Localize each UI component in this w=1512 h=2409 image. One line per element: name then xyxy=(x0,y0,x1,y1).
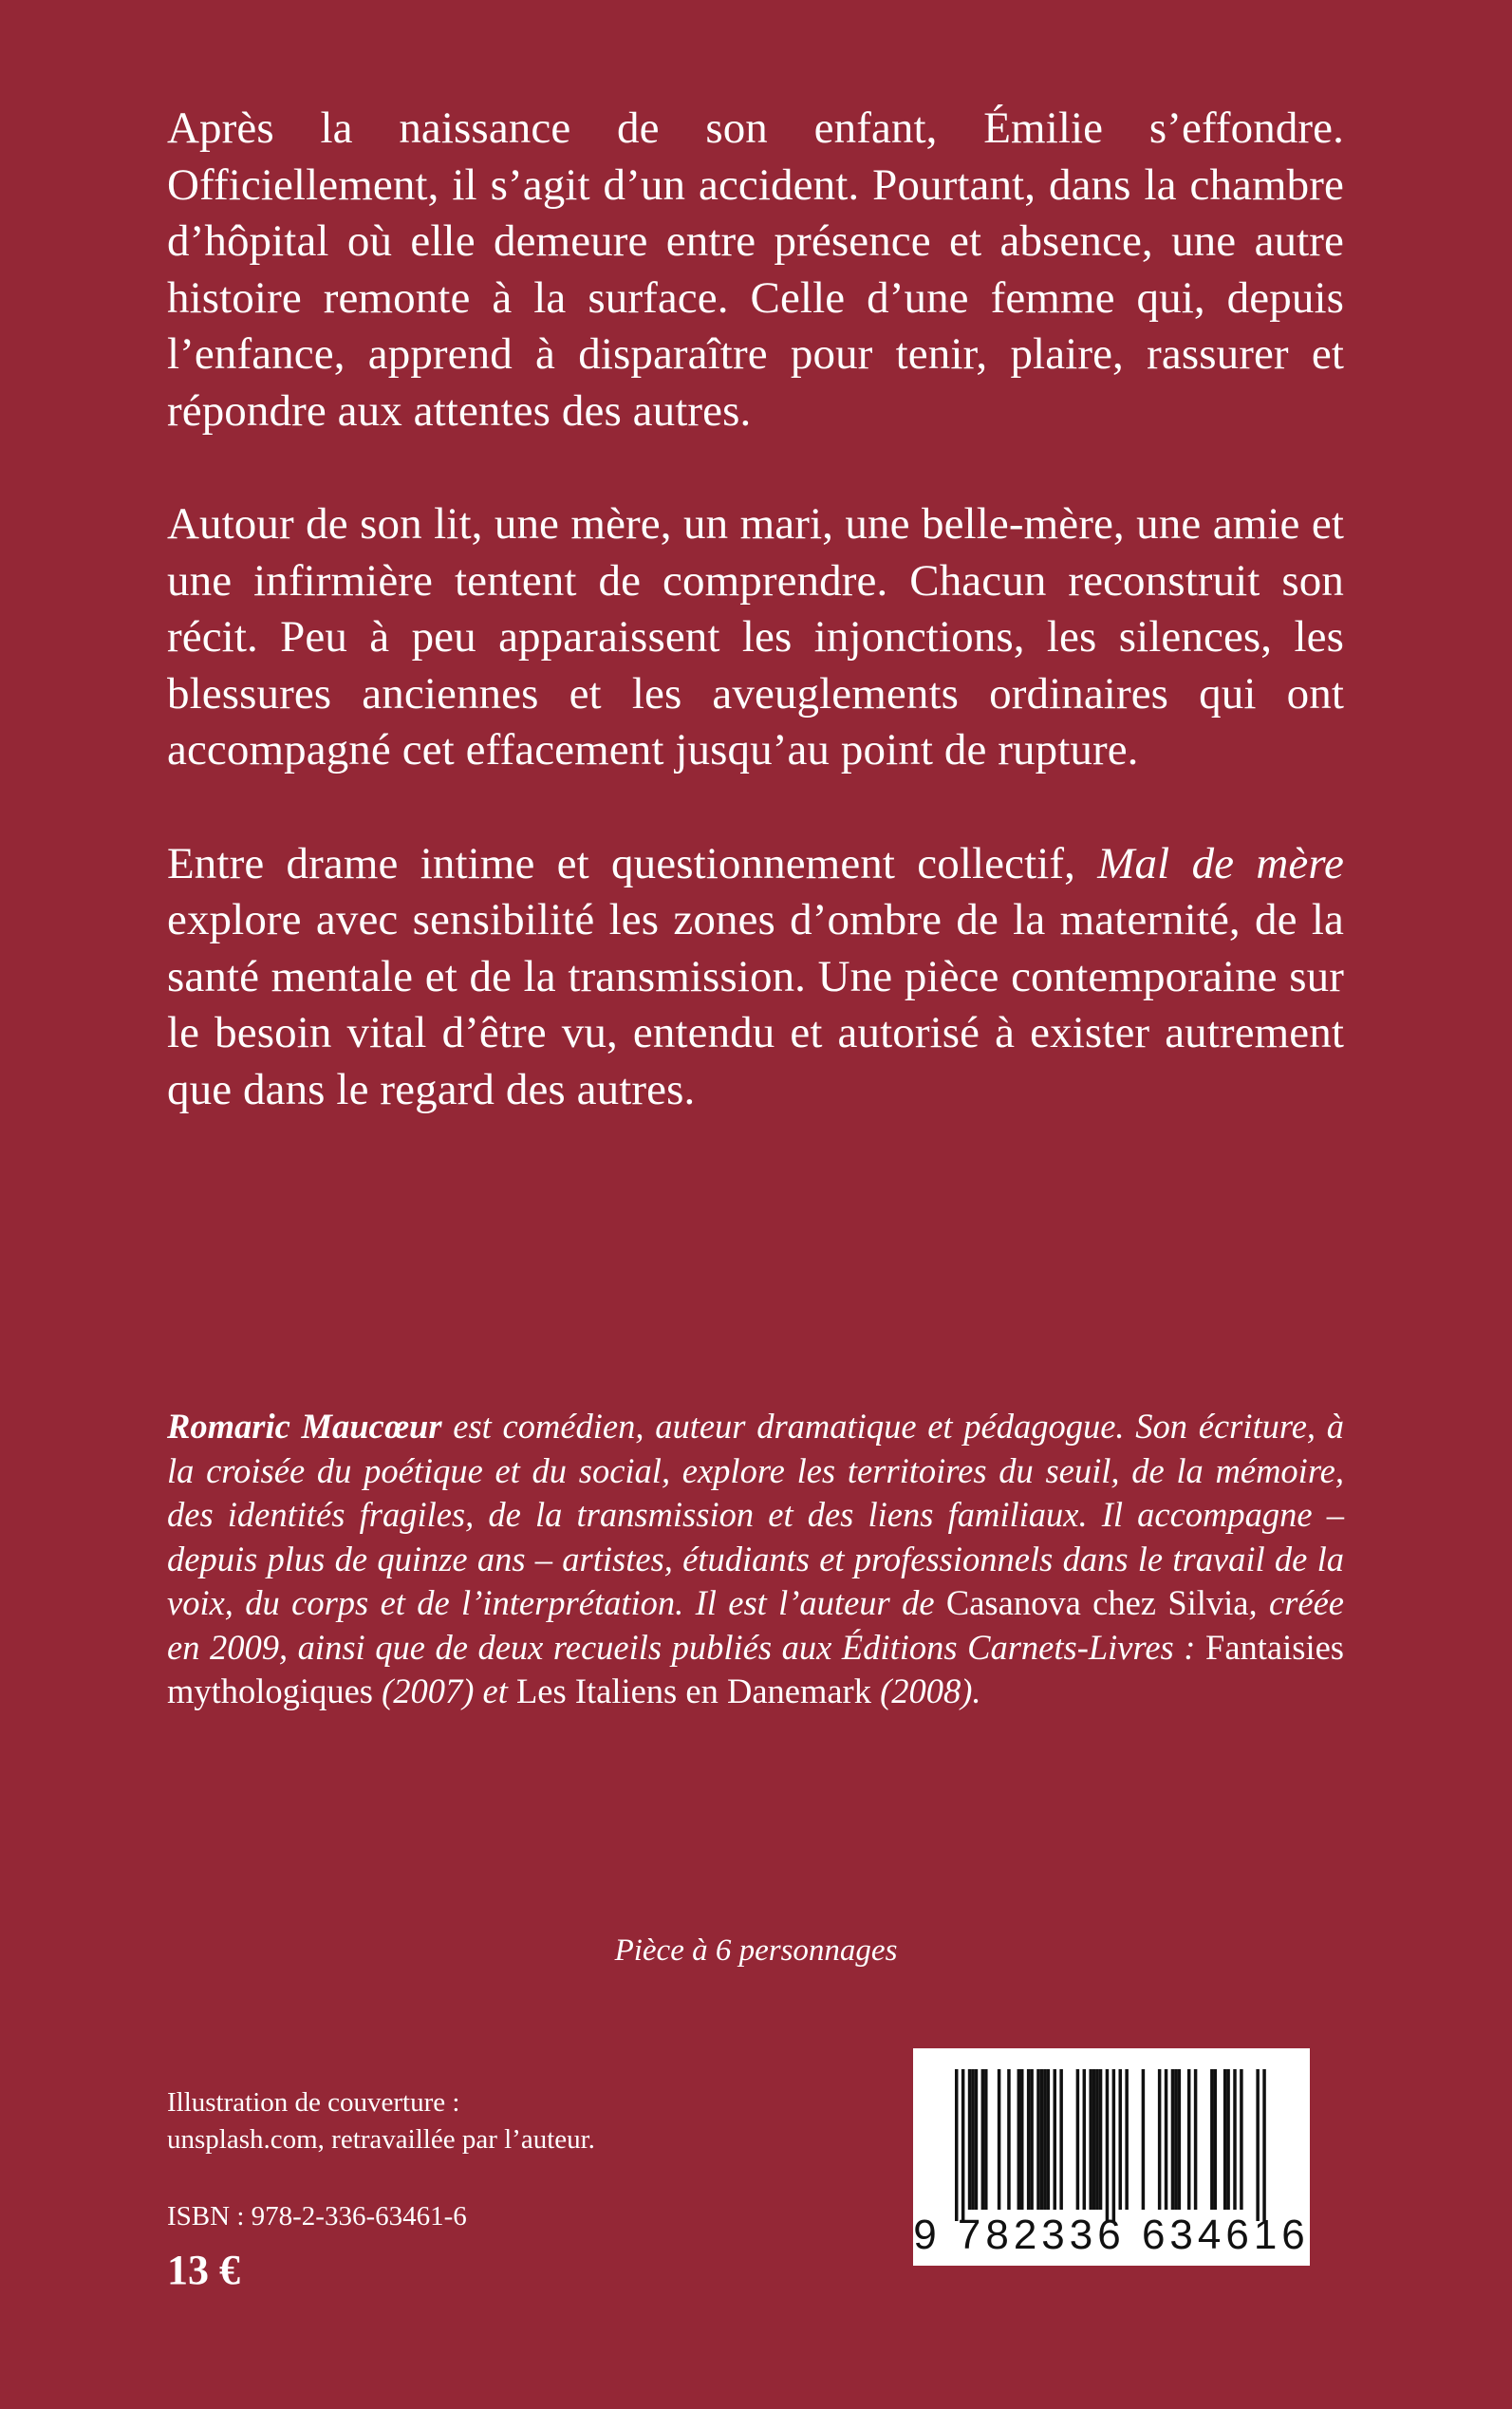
credit-line-1: Illustration de couverture : xyxy=(167,2087,460,2118)
barcode-bar xyxy=(1178,2069,1182,2210)
barcode-bar xyxy=(1187,2069,1191,2210)
barcode-bar xyxy=(1036,2069,1040,2210)
barcode-bar xyxy=(981,2069,985,2210)
barcode-bar xyxy=(1194,2069,1198,2210)
blurb-paragraph-2: Autour de son lit, une mère, un mari, une belle-mère, une amie et une infirmière tentent de comprendre. Chacun reconstruit son récit. Peu à peu apparaissent les injonctions, les silences, les blessures anciennes et les aveuglements ordinaires qui ont accompagné cet effacement jusqu’au point de rupture. xyxy=(167,499,1344,775)
barcode-bar xyxy=(1047,2069,1051,2210)
barcode-digits: 9 782336 634616 xyxy=(913,2212,1310,2258)
barcode-bar xyxy=(1020,2069,1024,2210)
barcode-bar xyxy=(1030,2069,1034,2210)
barcode-bar xyxy=(1040,2069,1044,2210)
barcode-bar xyxy=(1165,2069,1168,2210)
barcode-bar xyxy=(1174,2069,1178,2210)
bio-text-2: , créée en 2009, ainsi que de deux recueils publiés aux Éditions Carnets-Livres : xyxy=(167,1583,1344,1667)
cast-note: Pièce à 6 personnages xyxy=(614,1933,898,1968)
barcode-bar xyxy=(975,2069,979,2210)
barcode-bar xyxy=(1054,2069,1057,2210)
barcode-bar xyxy=(1095,2069,1099,2210)
barcode-bar xyxy=(968,2069,972,2210)
barcode-bar xyxy=(1076,2069,1080,2210)
book-title: Mal de mère xyxy=(1097,838,1344,888)
barcode-bar xyxy=(1125,2069,1129,2210)
barcode-bar xyxy=(1106,2069,1110,2221)
barcode-bar xyxy=(1043,2069,1047,2210)
bio-text-1: est comédien, auteur dramatique et pédagogue. Son écriture, à la croisée du poétique et du social, explore les territoires du seuil, de la mémoire, des identités fragiles, de la transmission et des liens familiaux. Il accompagne – depuis plus de quinze ans – artistes, étudiants et professionnels dans le travail de la voix, du corps et de l’interprétation. Il est l’auteur de xyxy=(167,1407,1344,1622)
barcode-bar xyxy=(1240,2069,1243,2210)
author-name: Romaric Maucœur xyxy=(167,1407,442,1446)
blurb-paragraph-3 xyxy=(167,836,1344,1119)
barcode-bar xyxy=(1233,2069,1237,2210)
work-title-2: Fantaisies mythologiques xyxy=(167,1627,1344,1710)
price: 13 € xyxy=(167,2247,240,2293)
barcode-bar xyxy=(1171,2069,1175,2210)
author-bio xyxy=(167,1405,1344,1714)
work-title-1: Casanova chez Silvia xyxy=(945,1583,1249,1622)
barcode-bar xyxy=(998,2069,1001,2210)
barcode-bar xyxy=(1007,2069,1011,2210)
barcode-bar xyxy=(1226,2069,1230,2210)
barcode-bar xyxy=(971,2069,975,2210)
barcode xyxy=(913,2048,1310,2266)
barcode-bar xyxy=(1092,2069,1096,2210)
blurb-p3-before: Entre drame intime et questionnement collectif, xyxy=(167,838,1098,888)
barcode-bar xyxy=(1210,2069,1214,2210)
barcode-bar xyxy=(1112,2069,1116,2221)
work-title-3: Les Italiens en Danemark xyxy=(516,1671,871,1710)
barcode-bar xyxy=(1262,2069,1266,2221)
barcode-bar xyxy=(961,2069,965,2221)
blurb xyxy=(167,101,1344,1175)
credit-line-2: unsplash.com, retravaillée par l’auteur. xyxy=(167,2124,595,2155)
bio-text-4: (2008). xyxy=(870,1671,981,1710)
barcode-bar xyxy=(1256,2069,1260,2221)
barcode-bar xyxy=(1119,2069,1123,2210)
isbn: ISBN : 978-2-336-63461-6 xyxy=(167,2201,467,2232)
barcode-bar xyxy=(984,2069,988,2210)
blurb-p3-after: explore avec sensibilité les zones d’ombre de la maternité, de la santé mentale et de la transmission. Une pièce contemporaine sur le besoin vital d’être vu, entendu et autorisé à exister autrement que dans le regard des autres. xyxy=(167,895,1344,1114)
barcode-bar xyxy=(1099,2069,1103,2210)
illustration-credit xyxy=(167,2084,595,2158)
blurb-paragraph-1: Après la naissance de son enfant, Émilie s’effondre. Officiellement, il s’agit d’un accident. Pourtant, dans la chambre d’hôpital où elle demeure entre présence et absence, une autre histoire remonte à la surface. Celle d’une femme qui, depuis l’enfance, apprend à disparaître pour tenir, plaire, rassurer et répondre aux attentes des autres. xyxy=(167,103,1344,436)
barcode-bar xyxy=(1027,2069,1031,2210)
barcode-bar xyxy=(1089,2069,1092,2210)
barcode-bar xyxy=(1158,2069,1162,2210)
barcode-bar xyxy=(1059,2069,1063,2210)
barcode-bar xyxy=(1214,2069,1218,2210)
bio-text-3: (2007) et xyxy=(372,1671,516,1710)
barcode-bar xyxy=(1142,2069,1146,2210)
barcode-bar xyxy=(1223,2069,1227,2210)
barcode-bar xyxy=(1083,2069,1087,2210)
barcode-bar xyxy=(955,2069,959,2221)
barcode-bar xyxy=(1017,2069,1021,2210)
